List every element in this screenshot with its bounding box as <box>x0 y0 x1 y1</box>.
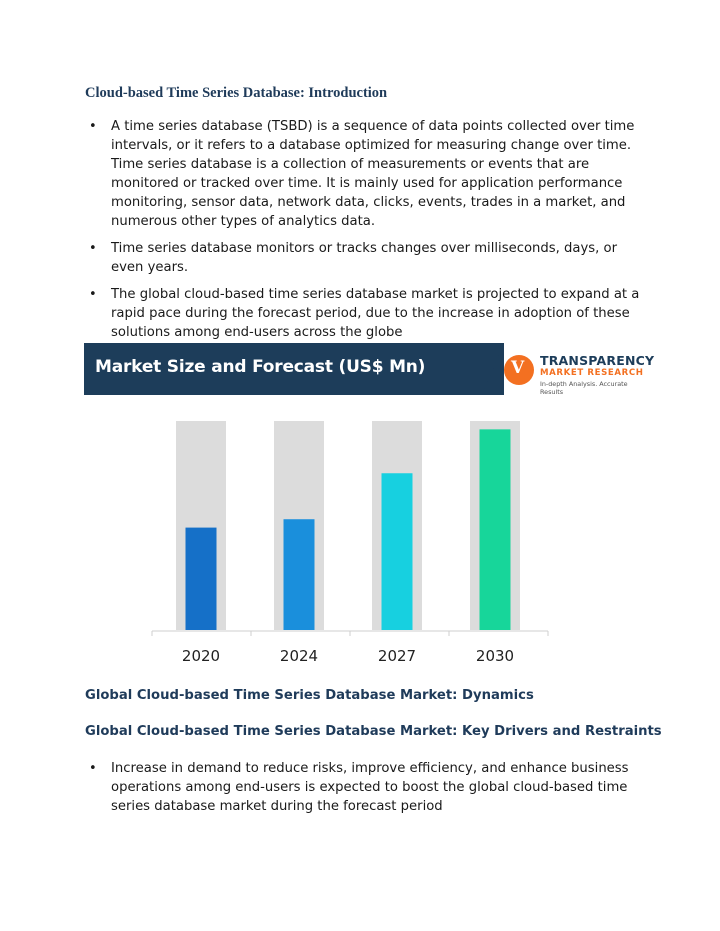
banner-slant <box>482 343 504 395</box>
bullet-text: The global cloud-based time series database market is projected to expand at a rapid pace during the forecast period, due to the increase in adoption of these solutions among end-users across the globe <box>111 287 640 340</box>
logo-mark-letter: V <box>511 358 525 378</box>
x-tick-label: 2020 <box>181 647 221 665</box>
market-size-chart <box>140 405 560 675</box>
list-item <box>86 285 646 342</box>
list-item <box>86 239 646 277</box>
section-title: Cloud-based Time Series Database: Introduction <box>85 85 388 101</box>
chart-banner <box>84 343 655 396</box>
drivers-bullet-list <box>86 759 646 824</box>
logo-subtitle: MARKET RESEARCH <box>540 368 644 378</box>
bar-2027 <box>382 473 413 630</box>
heading-drivers: Global Cloud-based Time Series Database Market: Key Drivers and Restraints <box>85 724 662 739</box>
bar-2030 <box>480 429 511 630</box>
x-tick-label: 2030 <box>475 647 515 665</box>
bullet-icon: • <box>89 241 97 256</box>
list-item <box>86 117 646 231</box>
x-tick-label: 2027 <box>377 647 417 665</box>
x-tick-label: 2024 <box>279 647 319 665</box>
bullet-icon: • <box>89 287 97 302</box>
intro-bullet-list <box>86 117 646 350</box>
logo-name: TRANSPARENCY <box>540 353 655 368</box>
bar-2024 <box>284 519 315 630</box>
bullet-text: Increase in demand to reduce risks, improve efficiency, and enhance business operations among end-users is expected to boost the global cloud-based time series database market during the forecast period <box>111 761 629 814</box>
bullet-icon: • <box>89 119 97 134</box>
bar-2020 <box>186 528 217 630</box>
transparency-logo <box>504 349 655 396</box>
heading-dynamics: Global Cloud-based Time Series Database Market: Dynamics <box>85 688 534 703</box>
bullet-text: A time series database (TSBD) is a sequence of data points collected over time intervals, or it refers to a database optimized for measuring change over time. Time series database is a collection of measurements or events that are monitored or tracked over time. It is mainly used for application performance monitoring, sensor data, network data, clicks, events, trades in a market, and numerous other types of analytics data. <box>111 119 635 229</box>
bullet-icon: • <box>89 761 97 776</box>
list-item <box>86 759 646 816</box>
logo-mark-icon <box>504 355 534 385</box>
bullet-text: Time series database monitors or tracks changes over milliseconds, days, or even years. <box>111 241 617 275</box>
logo-tagline: In-depth Analysis. Accurate Results <box>540 380 628 396</box>
banner-title: Market Size and Forecast (US$ Mn) <box>95 357 426 377</box>
